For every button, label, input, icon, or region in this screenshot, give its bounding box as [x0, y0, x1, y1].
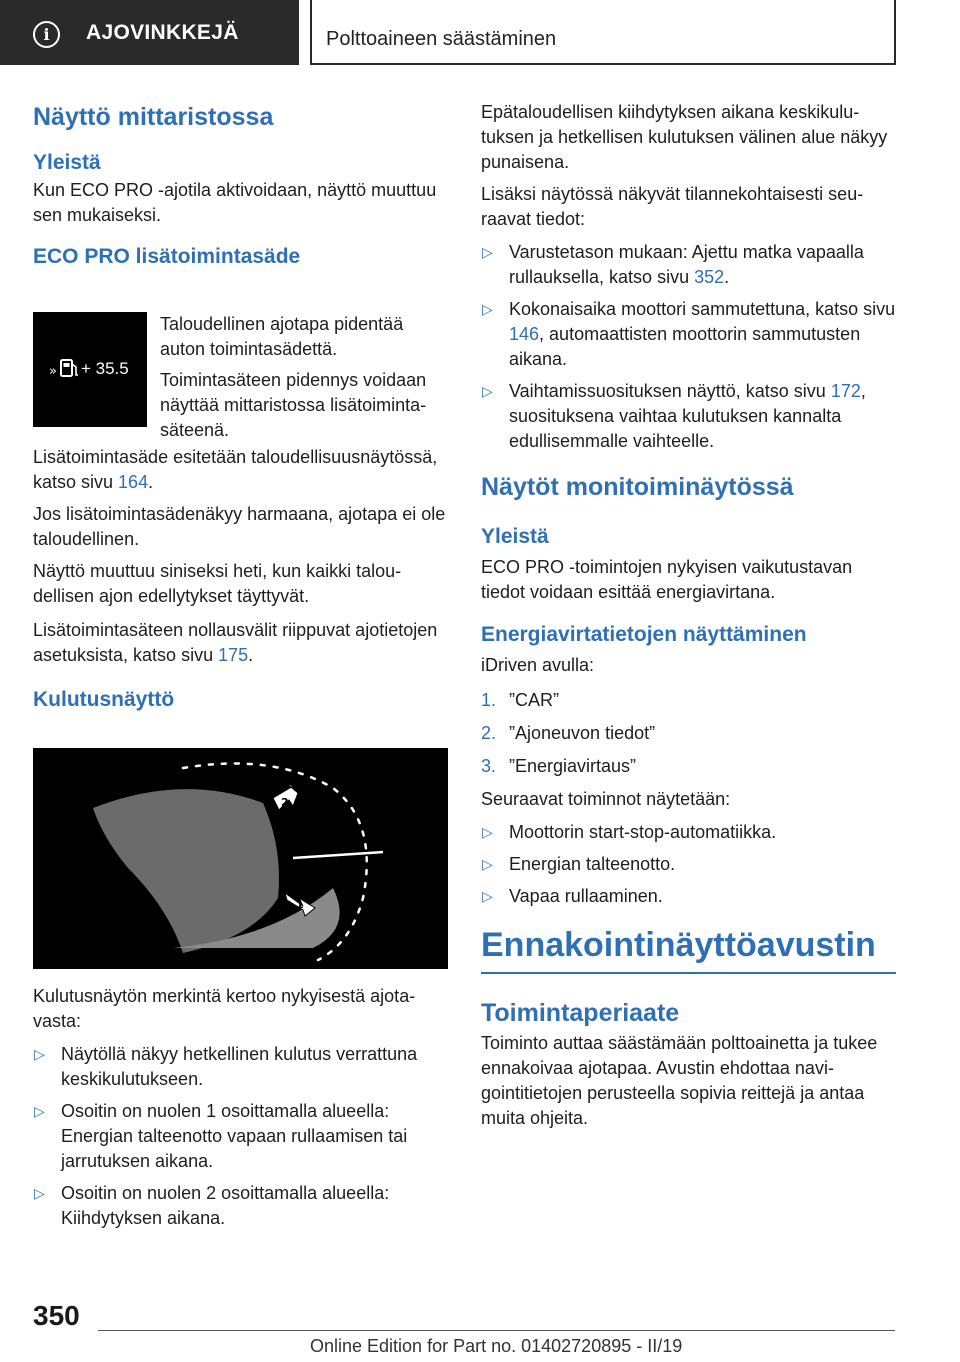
paragraph-grey: Jos lisätoimintasädenäkyy harmaana, ajotapa ei ole taloudellinen.	[33, 504, 446, 549]
heading-general-2: Yleistä	[481, 525, 549, 548]
triangle-bullet-icon: ▷	[34, 1185, 45, 1201]
right-column	[481, 100, 896, 1131]
left-column	[33, 100, 448, 1228]
heading-general: Yleistä	[33, 151, 101, 174]
paragraph-general: Kun ECO PRO -ajotila aktivoidaan, näyttö muuttuu sen mukaiseksi.	[33, 180, 437, 226]
paragraph-flow: ECO PRO -toimintojen nykyisen vaikutustavan tiedot voidaan esittää energiavirtana.	[481, 557, 853, 603]
list-item: ▷ Vaihtamissuosituksen näyttö, katso sivu 172, suosituksena vaihtaa kulutuksen kannalta edullisemmalle vaihteelle.	[482, 381, 866, 451]
heading-multi: Näytöt monitoiminäytössä	[481, 473, 794, 501]
info-bullets	[481, 240, 896, 454]
eco-readout: + 35.5	[81, 359, 129, 378]
paragraph-idrive: iDriven avulla:	[481, 655, 595, 676]
chapter-title: AJOVINKKEJÄ	[86, 21, 239, 44]
triangle-bullet-icon: ▷	[482, 383, 493, 399]
consumption-bullets	[33, 1042, 450, 1231]
list-item: ▷ Kokonaisaika moottori sammutettuna, katso sivu 146, automaattisten moottorin sammutusten aikana.	[482, 299, 896, 369]
page-link-175[interactable]: 175	[218, 645, 249, 665]
page-link-352[interactable]: 352	[694, 267, 725, 287]
svg-text:1: 1	[296, 898, 304, 911]
paragraph-following: Seuraavat toiminnot näytetään:	[481, 789, 731, 810]
page-link-164[interactable]: 164	[118, 472, 149, 492]
page-link-172[interactable]: 172	[830, 381, 861, 401]
steps-list	[481, 688, 896, 779]
arrow-2-icon	[273, 782, 298, 810]
triangle-bullet-icon: ▷	[34, 1103, 45, 1119]
triangle-bullet-icon: ▷	[482, 301, 493, 317]
fuel-pump-icon	[33, 312, 147, 427]
eco-paragraph-2: Toimintasäteen pidennys voidaan näyttää mittaristossa lisätoimintasäteenä.	[160, 370, 427, 440]
page-link-146[interactable]: 146	[509, 324, 540, 344]
section-tab	[310, 0, 896, 65]
footer-divider	[98, 1330, 895, 1331]
edition-text: Online Edition for Part no. 01402720895 - II/19	[310, 1336, 683, 1356]
list-item: ▷ Moottorin start-stop-automatiikka.	[481, 820, 896, 845]
heading-principle: Toimintaperiaate	[481, 999, 680, 1028]
chapter-tab	[0, 0, 299, 65]
triangle-bullet-icon: ▷	[34, 1046, 45, 1062]
heading-energy: Energiavirtatietojen näyttäminen	[481, 623, 807, 647]
list-item: 1. ”CAR”	[481, 690, 559, 711]
paragraph-principle: Toiminto auttaa säästämään polttoainetta ja tukee ennakoivaa ajotapaa. Avustin ehdottaa navigointitietojen perusteella sopivia reittejä ja antaa muita ohjeita.	[481, 1033, 878, 1129]
svg-text:2: 2	[281, 796, 289, 809]
list-item: ▷ Energian talteenotto.	[481, 852, 896, 877]
paragraph-blue: Näyttö muuttuu siniseksi heti, kun kaikki taloudellisen ajon edellytykset täyttyvät.	[33, 561, 402, 606]
page-number: 350	[33, 1300, 80, 1331]
triangle-bullet-icon: ▷	[482, 244, 493, 260]
list-item: ▷ Näytöllä näkyy hetkellinen kulutus verrattuna keskikulutukseen.	[34, 1044, 418, 1089]
list-item: ▷ Osoitin on nuolen 2 osoittamalla alueella: Kiihdytyksen aikana.	[34, 1183, 390, 1228]
list-item: 3. ”Energiavirtaus”	[481, 756, 637, 777]
paragraph-reset: Lisätoimintasäteen nollausvälit riippuvat ajotietojen asetuksista, katso sivu 175.	[33, 620, 438, 665]
list-item: 2. ”Ajoneuvon tiedot”	[481, 723, 656, 744]
eco-text	[160, 312, 450, 443]
svg-text:»: »	[49, 364, 57, 379]
paragraph-shown: Lisätoimintasäde esitetään taloudellisuusnäytössä, katso sivu 164.	[33, 447, 438, 492]
list-item: ▷ Vapaa rullaaminen.	[481, 884, 896, 909]
triangle-bullet-icon: ▷	[482, 856, 493, 873]
triangle-bullet-icon: ▷	[482, 888, 493, 905]
list-item: ▷ Osoitin on nuolen 1 osoittamalla alueella: Energian talteenotto vapaan rullaamisen tai jarrutuksen aikana.	[34, 1101, 408, 1171]
heading-display: Näyttö mittaristossa	[33, 103, 274, 131]
section-title: Polttoaineen säästäminen	[326, 28, 557, 50]
paragraph-also: Lisäksi näytössä näkyvät tilannekohtaisesti seuraavat tiedot:	[481, 184, 864, 229]
eco-paragraph-1: Taloudellinen ajotapa pidentää auton toimintasädettä.	[160, 314, 404, 359]
functions-list	[481, 820, 896, 909]
heading-predictive: Ennakointinäyttöavustin	[481, 925, 896, 974]
eco-range-image	[33, 312, 147, 427]
paragraph-mark: Kulutusnäytön merkintä kertoo nykyisestä ajotavasta:	[33, 986, 416, 1031]
paragraph-range: Epätaloudellisen kiihdytyksen aikana keskikulutuksen ja hetkellisen kulutuksen välinen alue näkyy punaisena.	[481, 102, 888, 172]
heading-eco-bonus: ECO PRO lisätoimintasäde	[33, 245, 301, 269]
triangle-bullet-icon: ▷	[482, 824, 493, 841]
consumption-gauge-image	[33, 748, 448, 969]
info-icon: i	[33, 21, 60, 48]
heading-consumption: Kulutusnäyttö	[33, 688, 175, 711]
list-item: ▷ Varustetason mukaan: Ajettu matka vapaalla rullauksella, katso sivu 352.	[482, 242, 864, 287]
